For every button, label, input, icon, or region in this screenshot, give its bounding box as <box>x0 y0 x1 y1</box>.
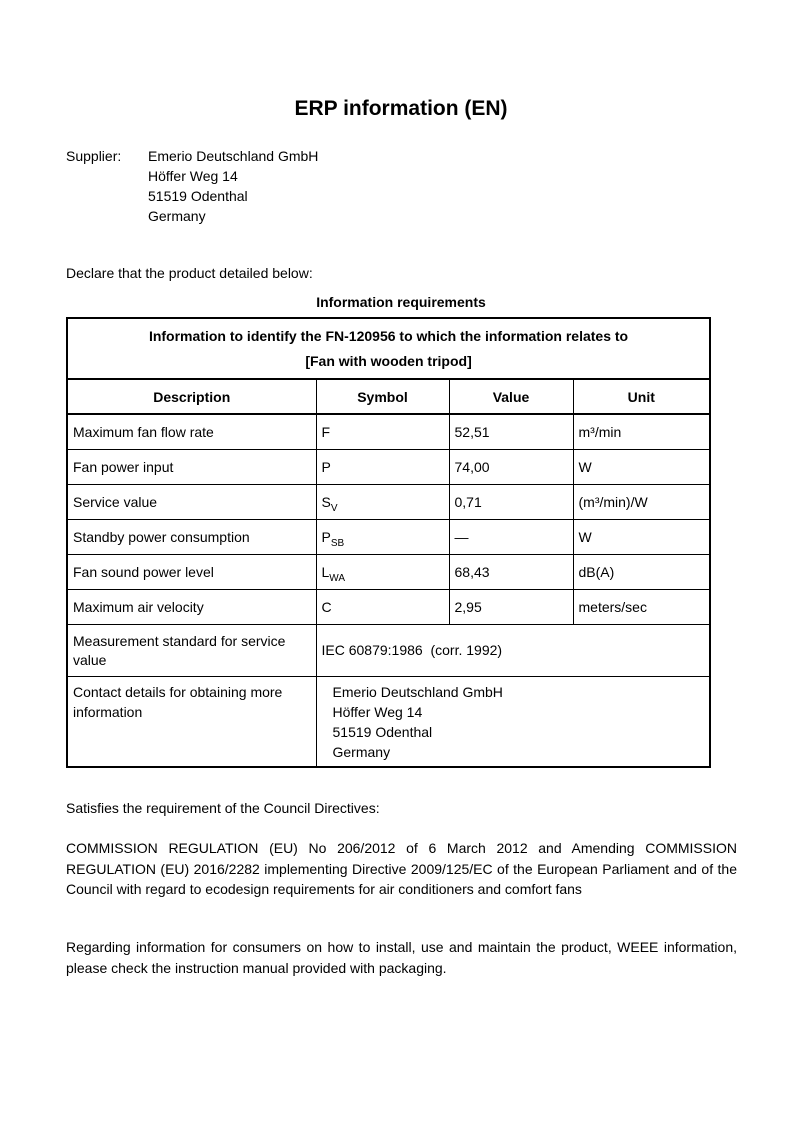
description-cell: Maximum fan flow rate <box>67 414 316 450</box>
table-caption: Information requirements <box>316 294 486 310</box>
contact-address-line: Emerio Deutschland GmbH <box>332 684 503 700</box>
column-header-description: Description <box>67 379 316 414</box>
table-row <box>67 590 710 625</box>
table-row <box>67 414 710 450</box>
value-cell: 68,43 <box>449 555 573 590</box>
regulation-paragraph: COMMISSION REGULATION (EU) No 206/2012 of 6 March 2012 and Amending COMMISSION REGULATION (EU) 2016/2282 implementing Directive 2009/125/EC of the European Parliament and of the Council with regard to ecodesign requirements for air conditioners and comfort fans <box>66 840 737 897</box>
page-title: ERP information (EN) <box>294 97 508 120</box>
supplier-label: Supplier: <box>66 148 122 164</box>
symbol-base: L <box>321 564 330 580</box>
table-row <box>67 450 710 485</box>
unit-cell: (m³/min)/W <box>573 485 710 520</box>
description-cell: Contact details for obtaining more information <box>67 677 316 768</box>
contact-address-line: 51519 Odenthal <box>332 724 433 740</box>
measurement-standard-row <box>67 625 710 677</box>
symbol-base: C <box>321 599 332 615</box>
supplier-address-line: Emerio Deutschland GmbH <box>148 148 319 164</box>
symbol-cell <box>316 555 449 590</box>
contact-address <box>316 677 710 768</box>
symbol-cell <box>316 590 449 625</box>
symbol-cell <box>316 450 449 485</box>
value-cell: — <box>449 520 573 555</box>
description-cell: Fan sound power level <box>67 555 316 590</box>
table-row <box>67 520 710 555</box>
symbol-base: F <box>321 424 331 440</box>
description-cell: Service value <box>67 485 316 520</box>
symbol-base: S <box>321 494 331 510</box>
symbol-subscript: V <box>330 502 338 514</box>
value-cell: 52,51 <box>449 414 573 450</box>
value-cell: 0,71 <box>449 485 573 520</box>
information-requirements-table <box>66 317 711 768</box>
table-header-line1: Information to identify the FN-120956 to which the information relates to <box>148 327 629 344</box>
table-header-cell <box>67 318 710 379</box>
declaration-text: Declare that the product detailed below: <box>66 265 313 281</box>
supplier-block <box>66 146 318 226</box>
supplier-address-line: Germany <box>148 208 206 224</box>
unit-cell: meters/sec <box>573 590 710 625</box>
consumer-info-paragraph: Regarding information for consumers on how to install, use and maintain the product, WEEE information, please check the instruction manual provided with packaging. <box>66 939 737 976</box>
table-header-line2: [Fan with wooden tripod] <box>305 352 472 369</box>
measurement-standard-value: IEC 60879:1986 (corr. 1992) <box>316 625 710 677</box>
unit-cell: m³/min <box>573 414 710 450</box>
table-header-block <box>67 318 710 379</box>
description-cell: Maximum air velocity <box>67 590 316 625</box>
contact-address-line: Höffer Weg 14 <box>332 704 423 720</box>
unit-cell: W <box>573 450 710 485</box>
column-header-row <box>67 379 710 414</box>
value-cell: 2,95 <box>449 590 573 625</box>
supplier-address <box>148 146 318 226</box>
symbol-subscript: SB <box>330 537 345 549</box>
table-row <box>67 485 710 520</box>
table-row <box>67 555 710 590</box>
satisfies-text: Satisfies the requirement of the Council Directives: <box>66 800 380 816</box>
column-header-unit: Unit <box>573 379 710 414</box>
description-cell: Measurement standard for service value <box>67 625 316 677</box>
symbol-base: P <box>321 529 331 545</box>
unit-cell: W <box>573 520 710 555</box>
column-header-value: Value <box>449 379 573 414</box>
description-cell: Standby power consumption <box>67 520 316 555</box>
unit-cell: dB(A) <box>573 555 710 590</box>
symbol-cell <box>316 485 449 520</box>
symbol-cell <box>316 520 449 555</box>
contact-address-line: Germany <box>332 744 391 760</box>
contact-details-row <box>67 677 710 768</box>
column-header-symbol: Symbol <box>316 379 449 414</box>
description-cell: Fan power input <box>67 450 316 485</box>
value-cell: 74,00 <box>449 450 573 485</box>
supplier-address-line: 51519 Odenthal <box>148 188 248 204</box>
symbol-cell <box>316 414 449 450</box>
symbol-base: P <box>321 459 331 475</box>
supplier-address-line: Höffer Weg 14 <box>148 168 238 184</box>
symbol-subscript: WA <box>329 572 346 584</box>
